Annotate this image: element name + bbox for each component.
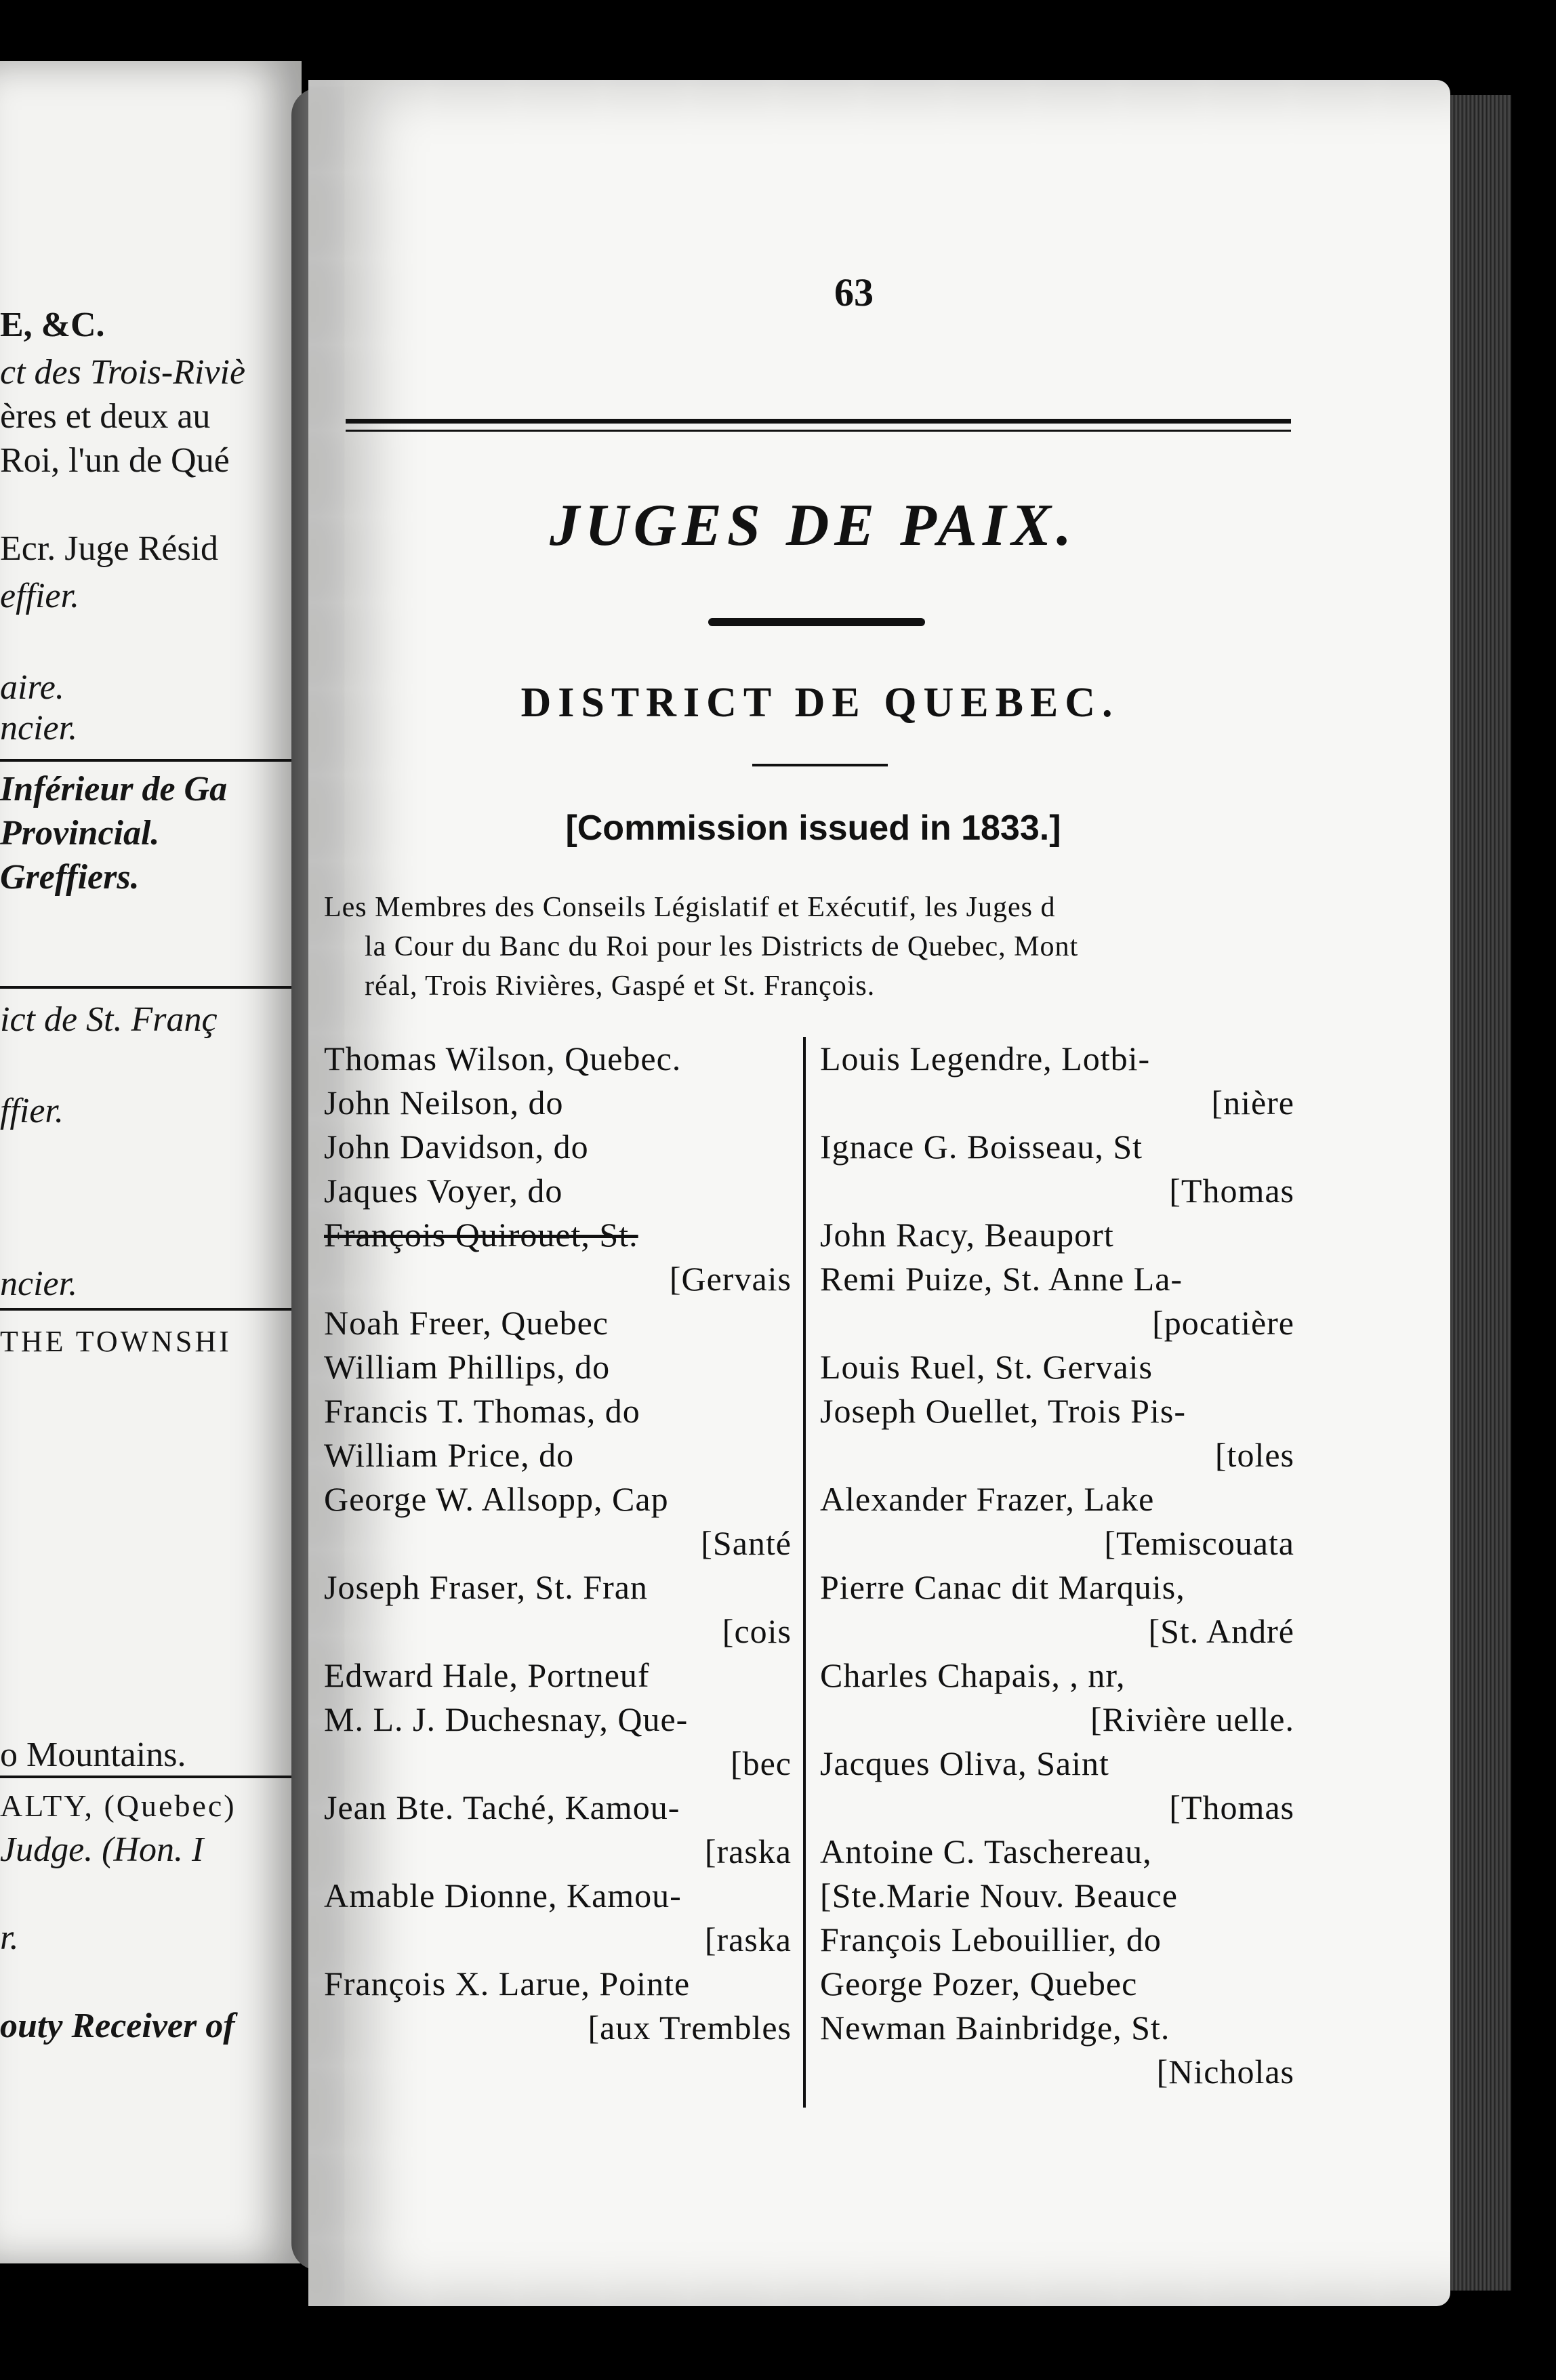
- entry-continuation: [aux Trembles: [588, 2009, 792, 2047]
- entry-continuation: [Nicholas: [1156, 2053, 1294, 2091]
- preamble: [324, 888, 1300, 1006]
- justice-entry: Ignace G. Boisseau, St: [820, 1128, 1143, 1166]
- left-line: o Mountains.: [0, 1736, 186, 1774]
- justice-entry: Noah Freer, Quebec: [324, 1304, 609, 1342]
- left-line: ict de St. Franç: [0, 1000, 218, 1039]
- justice-entry: William Price, do: [324, 1436, 575, 1474]
- justice-entry: Pierre Canac dit Marquis,: [820, 1568, 1185, 1606]
- right-column: [820, 1037, 1294, 2094]
- left-rule: [0, 759, 291, 762]
- left-line: ALTY, (Quebec): [0, 1788, 237, 1823]
- entry-continuation: [bec: [730, 1744, 792, 1782]
- left-line: aire.: [0, 668, 64, 707]
- justice-entry: Jean Bte. Taché, Kamou-: [324, 1788, 680, 1826]
- justice-entry: Louis Legendre, Lotbi-: [820, 1040, 1151, 1078]
- left-line: Provincial.: [0, 814, 160, 853]
- left-line: E, &C.: [0, 306, 105, 344]
- justice-entry: George W. Allsopp, Cap: [324, 1480, 669, 1518]
- header-rule-thin: [346, 430, 1291, 432]
- justice-entry: [Ste.Marie Nouv. Beauce: [820, 1876, 1178, 1914]
- justice-entry: François Lebouillier, do: [820, 1921, 1162, 1958]
- header-rule: [346, 419, 1291, 424]
- preamble-line: la Cour du Banc du Roi pour les Districts de Quebec, Mont: [365, 931, 1079, 962]
- left-line: Roi, l'un de Qué: [0, 441, 230, 480]
- section-title: JUGES DE PAIX.: [550, 493, 1077, 558]
- entry-continuation: [pocatière: [1152, 1304, 1294, 1342]
- entry-continuation: [St. André: [1148, 1612, 1294, 1650]
- column-divider: [803, 1037, 806, 2108]
- page-edge: [1450, 95, 1511, 2291]
- left-line: outy Receiver of: [0, 2007, 235, 2045]
- justice-entry: François X. Larue, Pointe: [324, 1965, 691, 2003]
- justice-entry: Edward Hale, Portneuf: [324, 1656, 650, 1694]
- left-rule: [0, 1308, 291, 1311]
- left-line: THE TOWNSHI: [0, 1325, 232, 1358]
- justice-entry: John Neilson, do: [324, 1084, 564, 1122]
- entry-continuation: [Thomas: [1169, 1788, 1294, 1826]
- preamble-line: Les Membres des Conseils Législatif et Exécutif, les Juges d: [324, 892, 1056, 923]
- entry-continuation: [nière: [1211, 1084, 1294, 1122]
- justice-entry: Newman Bainbridge, St.: [820, 2009, 1170, 2047]
- entry-continuation: [toles: [1214, 1436, 1294, 1474]
- left-line: ères et deux au: [0, 397, 211, 436]
- entry-continuation: [raska: [704, 1832, 792, 1870]
- left-line: r.: [0, 1919, 19, 1957]
- entry-continuation: [Rivière uelle.: [1090, 1700, 1294, 1738]
- justice-entry: Joseph Fraser, St. Fran: [324, 1568, 648, 1606]
- title-rule: [708, 618, 925, 626]
- justice-entry: Thomas Wilson, Quebec.: [324, 1040, 682, 1078]
- page-number: 63: [834, 270, 874, 314]
- justice-entry: Alexander Frazer, Lake: [820, 1480, 1155, 1518]
- preamble-line: réal, Trois Rivières, Gaspé et St. François.: [365, 970, 876, 1002]
- justice-entry: Remi Puize, St. Anne La-: [820, 1260, 1183, 1298]
- justice-entry: Antoine C. Taschereau,: [820, 1832, 1152, 1870]
- entry-continuation: [Temiscouata: [1104, 1524, 1294, 1562]
- entry-continuation: [cois: [722, 1612, 792, 1650]
- justice-entry: Charles Chapais, , nr,: [820, 1656, 1126, 1694]
- left-line: Judge. (Hon. I: [0, 1830, 204, 1869]
- justice-entry: Louis Ruel, St. Gervais: [820, 1348, 1153, 1386]
- entry-continuation: [Santé: [701, 1524, 792, 1562]
- justice-entry: Joseph Ouellet, Trois Pis-: [820, 1392, 1186, 1430]
- justice-entry: George Pozer, Quebec: [820, 1965, 1138, 2003]
- left-column: [324, 1037, 792, 2050]
- left-line: effier.: [0, 577, 79, 615]
- entry-continuation: [raska: [704, 1921, 792, 1958]
- left-line: ncier.: [0, 1265, 78, 1303]
- left-page: [0, 61, 302, 2263]
- justice-entry: John Racy, Beauport: [820, 1216, 1114, 1254]
- left-line: ncier.: [0, 709, 78, 747]
- justice-entry: William Phillips, do: [324, 1348, 611, 1386]
- left-line: Greffiers.: [0, 858, 140, 897]
- entry-continuation: [Gervais: [669, 1260, 792, 1298]
- left-rule: [0, 986, 291, 989]
- justice-entry: Jaques Voyer, do: [324, 1172, 563, 1210]
- left-line: Ecr. Juge Résid: [0, 529, 219, 568]
- justice-entry: François Quirouet, St.: [324, 1216, 638, 1254]
- justice-entry: Francis T. Thomas, do: [324, 1392, 640, 1430]
- left-line: ffier.: [0, 1092, 64, 1130]
- entry-continuation: [Thomas: [1169, 1172, 1294, 1210]
- left-line: ct des Trois-Riviè: [0, 353, 246, 392]
- justice-entry: M. L. J. Duchesnay, Que-: [324, 1700, 689, 1738]
- left-rule: [0, 1776, 291, 1778]
- justice-entry: Jacques Oliva, Saint: [820, 1744, 1109, 1782]
- justice-entry: John Davidson, do: [324, 1128, 589, 1166]
- left-line: Inférieur de Ga: [0, 770, 228, 808]
- district-heading: DISTRICT DE QUEBEC.: [520, 680, 1120, 726]
- district-rule: [752, 764, 888, 766]
- justice-entry: Amable Dionne, Kamou-: [324, 1876, 682, 1914]
- commission-note: [Commission issued in 1833.]: [565, 808, 1061, 848]
